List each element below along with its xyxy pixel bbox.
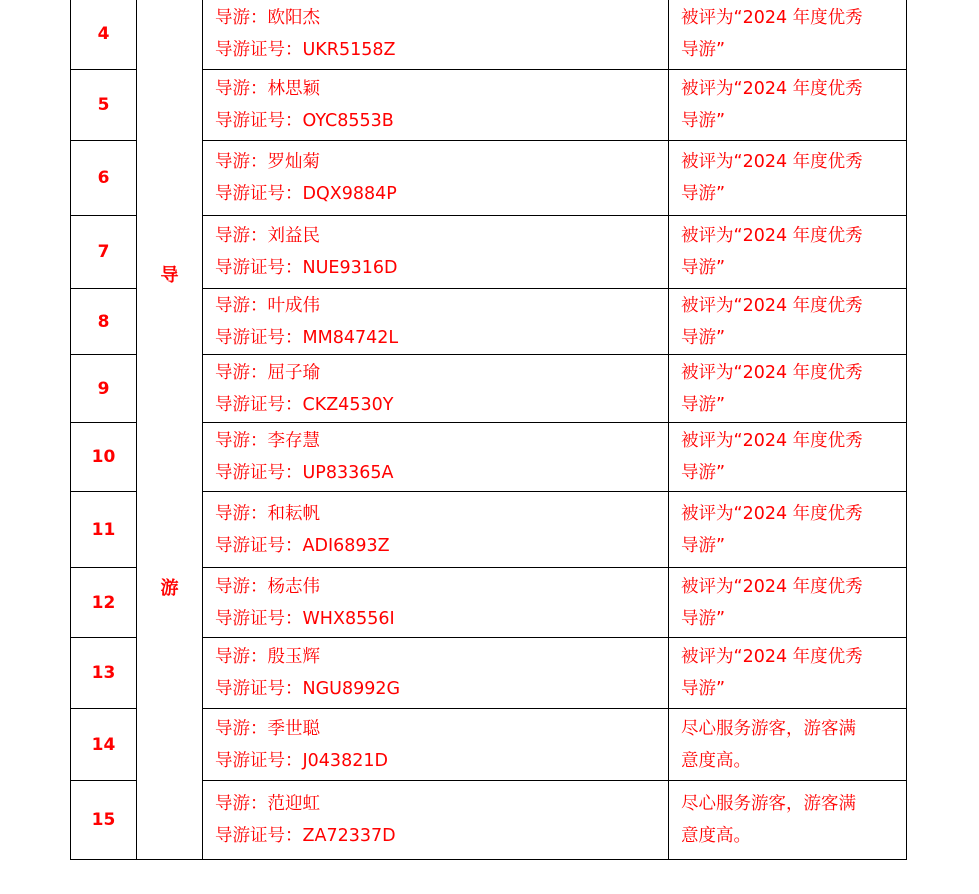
guide-note bbox=[669, 638, 907, 709]
row-number: 14 bbox=[71, 709, 137, 781]
note-line-2: 导游” bbox=[681, 679, 726, 699]
guide-note bbox=[669, 709, 907, 781]
row-number: 5 bbox=[71, 70, 137, 141]
category-char-2: 游 bbox=[160, 578, 179, 599]
guide-cert: 导游证号：CKZ4530Y bbox=[215, 394, 394, 415]
guide-info bbox=[203, 70, 669, 141]
note-line-2: 导游” bbox=[681, 327, 726, 348]
guide-info bbox=[203, 141, 669, 216]
guide-note bbox=[669, 289, 907, 355]
note-line-2: 导游” bbox=[681, 463, 726, 483]
guide-note bbox=[669, 568, 907, 638]
guide-info bbox=[203, 355, 669, 423]
guide-name: 导游：殷玉辉 bbox=[215, 647, 320, 667]
note-line-1: 尽心服务游客，游客满 bbox=[681, 718, 856, 739]
note-line-1: 被评为“2024 年度优秀 bbox=[681, 295, 863, 316]
row-number: 4 bbox=[71, 0, 137, 70]
guide-note bbox=[669, 216, 907, 289]
category-char-1: 导 bbox=[160, 265, 179, 286]
guide-info bbox=[203, 289, 669, 355]
guide-cert: 导游证号：J043821D bbox=[215, 750, 388, 771]
guide-name: 导游：杨志伟 bbox=[215, 576, 320, 597]
guide-commendation-table-area bbox=[70, 0, 906, 860]
guide-cert: 导游证号：UP83365A bbox=[215, 463, 394, 483]
row-number: 8 bbox=[71, 289, 137, 355]
guide-note bbox=[669, 0, 907, 70]
guide-cert: 导游证号：DQX9884P bbox=[215, 184, 397, 204]
guide-note bbox=[669, 70, 907, 141]
guide-name: 导游：刘益民 bbox=[215, 226, 320, 246]
note-line-1: 被评为“2024 年度优秀 bbox=[681, 152, 863, 172]
guide-name: 导游：叶成伟 bbox=[215, 295, 320, 316]
guide-note bbox=[669, 492, 907, 568]
note-line-2: 意度高。 bbox=[681, 826, 751, 846]
note-line-1: 被评为“2024 年度优秀 bbox=[681, 8, 863, 28]
note-line-2: 导游” bbox=[681, 40, 726, 60]
note-line-1: 被评为“2024 年度优秀 bbox=[681, 362, 863, 383]
guide-info bbox=[203, 781, 669, 860]
guide-note bbox=[669, 423, 907, 492]
guide-cert: 导游证号：MM84742L bbox=[215, 327, 399, 348]
note-line-2: 导游” bbox=[681, 608, 726, 629]
category-cell bbox=[137, 0, 203, 860]
note-line-2: 导游” bbox=[681, 394, 726, 415]
row-number: 13 bbox=[71, 638, 137, 709]
note-line-2: 导游” bbox=[681, 111, 726, 131]
row-number: 15 bbox=[71, 781, 137, 860]
guide-cert: 导游证号：WHX8556I bbox=[215, 608, 395, 629]
guide-info bbox=[203, 216, 669, 289]
guide-cert: 导游证号：NUE9316D bbox=[215, 258, 398, 278]
guide-info bbox=[203, 0, 669, 70]
guide-cert: 导游证号：ZA72337D bbox=[215, 826, 396, 846]
guide-name: 导游：林思颖 bbox=[215, 79, 320, 99]
row-number: 12 bbox=[71, 568, 137, 638]
guide-info bbox=[203, 492, 669, 568]
row-number: 10 bbox=[71, 423, 137, 492]
guide-info bbox=[203, 568, 669, 638]
guide-name: 导游：和耘帆 bbox=[215, 503, 320, 524]
guide-note bbox=[669, 141, 907, 216]
guide-name: 导游：欧阳杰 bbox=[215, 8, 320, 28]
guide-cert: 导游证号：NGU8992G bbox=[215, 679, 401, 699]
table-row bbox=[71, 0, 907, 70]
guide-note bbox=[669, 781, 907, 860]
guide-name: 导游：季世聪 bbox=[215, 718, 320, 739]
note-line-1: 被评为“2024 年度优秀 bbox=[681, 503, 863, 524]
guide-cert: 导游证号：OYC8553B bbox=[215, 111, 394, 131]
guide-info bbox=[203, 638, 669, 709]
note-line-1: 尽心服务游客，游客满 bbox=[681, 794, 856, 814]
guide-name: 导游：李存慧 bbox=[215, 431, 320, 451]
note-line-2: 意度高。 bbox=[681, 750, 751, 771]
guide-note bbox=[669, 355, 907, 423]
guide-info bbox=[203, 423, 669, 492]
note-line-1: 被评为“2024 年度优秀 bbox=[681, 576, 863, 597]
guide-name: 导游：屈子瑜 bbox=[215, 362, 320, 383]
row-number: 11 bbox=[71, 492, 137, 568]
note-line-2: 导游” bbox=[681, 258, 726, 278]
row-number: 9 bbox=[71, 355, 137, 423]
note-line-1: 被评为“2024 年度优秀 bbox=[681, 647, 863, 667]
guide-cert: 导游证号：ADI6893Z bbox=[215, 535, 390, 556]
guide-table bbox=[70, 0, 907, 860]
guide-name: 导游：范迎虹 bbox=[215, 794, 320, 814]
guide-name: 导游：罗灿菊 bbox=[215, 152, 320, 172]
row-number: 7 bbox=[71, 216, 137, 289]
note-line-1: 被评为“2024 年度优秀 bbox=[681, 431, 863, 451]
note-line-2: 导游” bbox=[681, 184, 726, 204]
guide-info bbox=[203, 709, 669, 781]
note-line-2: 导游” bbox=[681, 535, 726, 556]
note-line-1: 被评为“2024 年度优秀 bbox=[681, 226, 863, 246]
row-number: 6 bbox=[71, 141, 137, 216]
guide-cert: 导游证号：UKR5158Z bbox=[215, 40, 396, 60]
note-line-1: 被评为“2024 年度优秀 bbox=[681, 79, 863, 99]
